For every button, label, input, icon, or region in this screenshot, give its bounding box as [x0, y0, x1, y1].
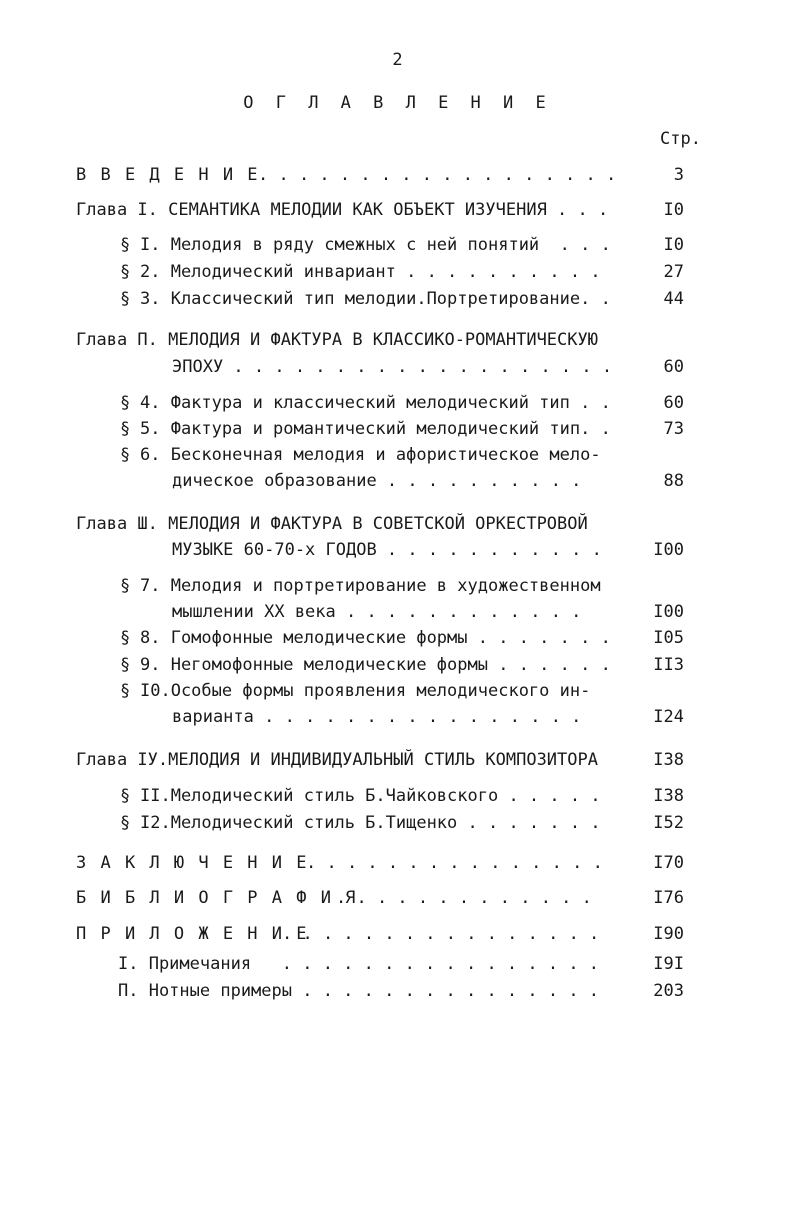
toc-label: I. Примечания . . . . . . . . . . . . . . . .	[118, 954, 600, 974]
toc-page: I0	[663, 235, 684, 255]
toc-page: 88	[663, 471, 684, 491]
toc-label-continued: ЭПОХУ . . . . . . . . . . . . . . . . . . .	[172, 357, 613, 377]
toc-label: I. Мелодия в ряду смежных с ней понятий . . .	[140, 235, 611, 255]
toc-label: Глава I. СЕМАНТИКА МЕЛОДИИ КАК ОБЪЕКТ ИЗУЧЕНИЯ . . .	[76, 200, 609, 220]
toc-label: 4. Фактура и классический мелодический тип . .	[140, 393, 611, 413]
section-mark: §	[120, 419, 131, 439]
section-mark: §	[120, 262, 131, 282]
toc-dots: . . . . . . . . . . . . .	[336, 888, 592, 908]
toc-label: Глава IУ.МЕЛОДИЯ И ИНДИВИДУАЛЬНЫЙ СТИЛЬ КОМПОЗИТОРА	[76, 750, 598, 770]
toc-page: I00	[653, 540, 684, 560]
section-mark: §	[120, 655, 131, 675]
toc-label: II.Мелодический стиль Б.Чайковского . . . . .	[140, 786, 601, 806]
toc-page: I38	[653, 786, 684, 806]
toc-label: 6. Бесконечная мелодия и афористическое мело-	[140, 445, 601, 465]
section-mark: §	[120, 235, 131, 255]
toc-label: П Р И Л О Ж Е Н И Е	[76, 924, 309, 944]
toc-label-continued: дическое образование . . . . . . . . . .	[172, 471, 582, 491]
toc-page: II3	[653, 655, 684, 675]
toc-label-continued: варианта . . . . . . . . . . . . . . . .	[172, 707, 582, 727]
toc-page: I24	[653, 707, 684, 727]
toc-label: З А К Л Ю Ч Е Н И Е	[76, 853, 309, 873]
section-mark: §	[120, 393, 131, 413]
toc-page: I9I	[653, 954, 684, 974]
page-column-label: Стр.	[660, 129, 701, 149]
toc-page: 27	[663, 262, 684, 282]
toc-label: 2. Мелодический инвариант . . . . . . . . . .	[140, 262, 601, 282]
page-title: О Г Л А В Л Е Н И Е	[243, 93, 552, 113]
toc-label: 8. Гомофонные мелодические формы . . . . . . .	[140, 628, 611, 648]
toc-label: Б И Б Л И О Г Р А Ф И Я	[76, 888, 358, 908]
toc-page: I52	[653, 813, 684, 833]
section-mark: §	[120, 681, 131, 701]
toc-page: I0	[663, 200, 684, 220]
toc-label: Глава П. МЕЛОДИЯ И ФАКТУРА В КЛАССИКО-РОМАНТИЧЕСКУЮ	[76, 330, 598, 350]
toc-page: I90	[653, 924, 684, 944]
section-mark: §	[120, 289, 131, 309]
section-mark: §	[120, 445, 131, 465]
section-mark: §	[120, 576, 131, 596]
toc-page: I70	[653, 853, 684, 873]
toc-page: I38	[653, 750, 684, 770]
toc-page: 44	[663, 289, 684, 309]
toc-page: 3	[673, 165, 684, 185]
section-mark: §	[120, 628, 131, 648]
toc-page: 60	[663, 393, 684, 413]
section-mark: §	[120, 786, 131, 806]
toc-label: 9. Негомофонные мелодические формы . . . . . .	[140, 655, 611, 675]
page-number: 2	[392, 50, 403, 70]
toc-label-continued: мышлении XX века . . . . . . . . . . . .	[172, 602, 582, 622]
toc-label: 3. Классический тип мелодии.Портретирование. .	[140, 289, 611, 309]
toc-dots: . . . . . . . . . . . . . . .	[306, 853, 603, 873]
toc-page: I00	[653, 602, 684, 622]
toc-page: 203	[653, 981, 684, 1001]
toc-label: I2.Мелодический стиль Б.Тищенко . . . . . . .	[140, 813, 601, 833]
toc-label-continued: МУЗЫКЕ 60-70-х ГОДОВ . . . . . . . . . . .	[172, 540, 602, 560]
toc-label: В В Е Д Е Н И Е	[76, 165, 260, 185]
toc-label: 5. Фактура и романтический мелодический тип. .	[140, 419, 611, 439]
toc-label: 7. Мелодия и портретирование в художественном	[140, 576, 601, 596]
toc-label: П. Нотные примеры . . . . . . . . . . . . . . .	[118, 981, 600, 1001]
section-mark: §	[120, 813, 131, 833]
toc-label: Глава Ш. МЕЛОДИЯ И ФАКТУРА В СОВЕТСКОЙ ОРКЕСТРОВОЙ	[76, 514, 588, 534]
toc-dots: . . . . . . . . . . . . . . . .	[282, 924, 600, 944]
toc-page: 73	[663, 419, 684, 439]
toc-page: 60	[663, 357, 684, 377]
toc-page: I05	[653, 628, 684, 648]
toc-label: I0.Особые формы проявления мелодического ин-	[140, 681, 591, 701]
toc-dots: . . . . . . . . . . . . . . . . . .	[258, 165, 617, 185]
toc-page: I76	[653, 888, 684, 908]
